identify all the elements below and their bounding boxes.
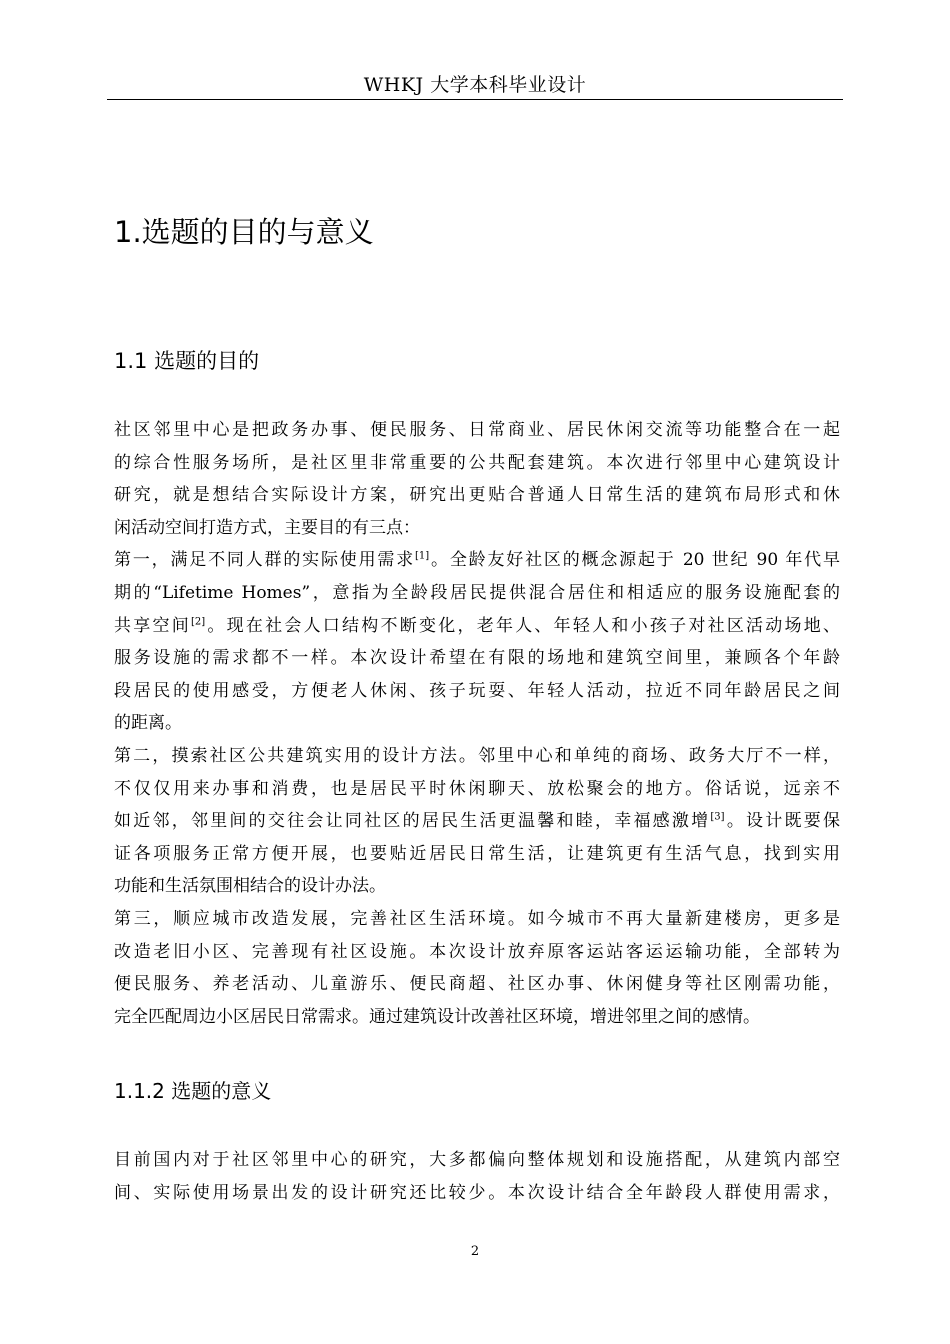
header-title: WHKJ 大学本科毕业设计 (363, 74, 587, 96)
purpose-paragraphs (114, 414, 840, 1033)
text-segment: 社区邻里中心是把政务办事、便民服务、日常商业、居民休闲交流等功能整合在一起 (114, 420, 840, 440)
text-segment: 功能和生活氛围相结合的设计办法。 (114, 876, 386, 897)
citation-ref: [2] (190, 615, 206, 627)
text-segment: 第三，顺应城市改造发展，完善社区生活环境。如今城市不再大量新建楼房，更多是 (114, 908, 840, 929)
text-segment: 共享空间 (114, 615, 191, 636)
text-line (114, 968, 840, 1001)
text-segment: 。全龄友好社区的概念源起于 20 世纪 90 年代早 (429, 550, 840, 571)
text-line (114, 936, 840, 969)
text-segment: 闲活动空间打造方式，主要目的有三点： (114, 517, 420, 538)
text-segment: 目前国内对于社区邻里中心的研究，大多都偏向整体规划和设施搭配，从建筑内部空 (114, 1150, 840, 1170)
text-segment: 服务设施的需求都不一样。本次设计希望在有限的场地和建筑空间里，兼顾各个年龄 (114, 648, 840, 669)
citation-ref: [1] (415, 550, 430, 562)
text-segment: 不仅仅用来办事和消费，也是居民平时休闲聊天、放松聚会的地方。俗话说，远亲不 (114, 778, 840, 799)
text-line (114, 805, 840, 838)
page-header (107, 72, 843, 100)
section-title: 1.选题的目的与意义 (114, 215, 374, 249)
text-segment: 段居民的使用感受，方便老人休闲、孩子玩耍、年轻人活动，拉近不同年龄居民之间 (114, 680, 840, 701)
text-segment: 。设计既要保 (724, 811, 841, 832)
text-segment: 期的“Lifetime Homes”，意指为全龄段居民提供混合居住和相适应的服务设施配套的 (114, 582, 840, 603)
text-segment: 证各项服务正常方便开展，也要贴近居民日常生活，让建筑更有生活气息，找到实用 (114, 843, 840, 864)
citation-ref: [3] (710, 811, 725, 823)
page-number: 2 (470, 1244, 480, 1259)
text-line (114, 414, 840, 447)
subsection-title-significance: 1.1.2 选题的意义 (114, 1079, 272, 1103)
text-line (114, 838, 840, 871)
text-line (114, 675, 840, 708)
text-segment: 改造老旧小区、完善现有社区设施。本次设计放弃原客运站客运运输功能，全部转为 (114, 941, 840, 962)
text-line (114, 479, 840, 512)
text-segment: 研究，就是想结合实际设计方案，研究出更贴合普通人日常生活的建筑布局形式和休 (114, 485, 840, 506)
text-line (114, 610, 840, 643)
text-segment: 。现在社会人口结构不断变化，老年人、年轻人和小孩子对社区活动场地、 (205, 615, 841, 636)
text-line (114, 642, 840, 675)
text-line (114, 1177, 840, 1210)
text-segment: 的综合性服务场所，是社区里非常重要的公共配套建筑。本次进行邻里中心建筑设计 (114, 452, 840, 473)
text-segment: 的距离。 (114, 713, 182, 734)
text-line (114, 870, 840, 903)
text-line (114, 577, 840, 610)
text-segment: 如近邻，邻里间的交往会让同社区的居民生活更温馨和睦，幸福感激增 (114, 811, 711, 832)
text-segment: 完全匹配周边小区居民日常需求。通过建筑设计改善社区环境，增进邻里之间的感情。 (114, 1006, 760, 1027)
text-segment: 第一，满足不同人群的实际使用需求 (114, 550, 416, 571)
text-line (114, 512, 840, 545)
text-line (114, 1001, 840, 1034)
subsection-title-purpose: 1.1 选题的目的 (114, 349, 260, 373)
text-line (114, 707, 840, 740)
significance-paragraphs (114, 1144, 840, 1209)
text-segment: 第二，摸索社区公共建筑实用的设计方法。邻里中心和单纯的商场、政务大厅不一样， (114, 745, 840, 766)
text-line (114, 544, 840, 577)
text-line (114, 773, 840, 806)
text-segment: 间、实际使用场景出发的设计研究还比较少。本次设计结合全年龄段人群使用需求， (114, 1182, 840, 1203)
text-line (114, 740, 840, 773)
text-line (114, 447, 840, 480)
text-line (114, 1144, 840, 1177)
text-segment: 便民服务、养老活动、儿童游乐、便民商超、社区办事、休闲健身等社区刚需功能， (114, 974, 840, 995)
text-line (114, 903, 840, 936)
